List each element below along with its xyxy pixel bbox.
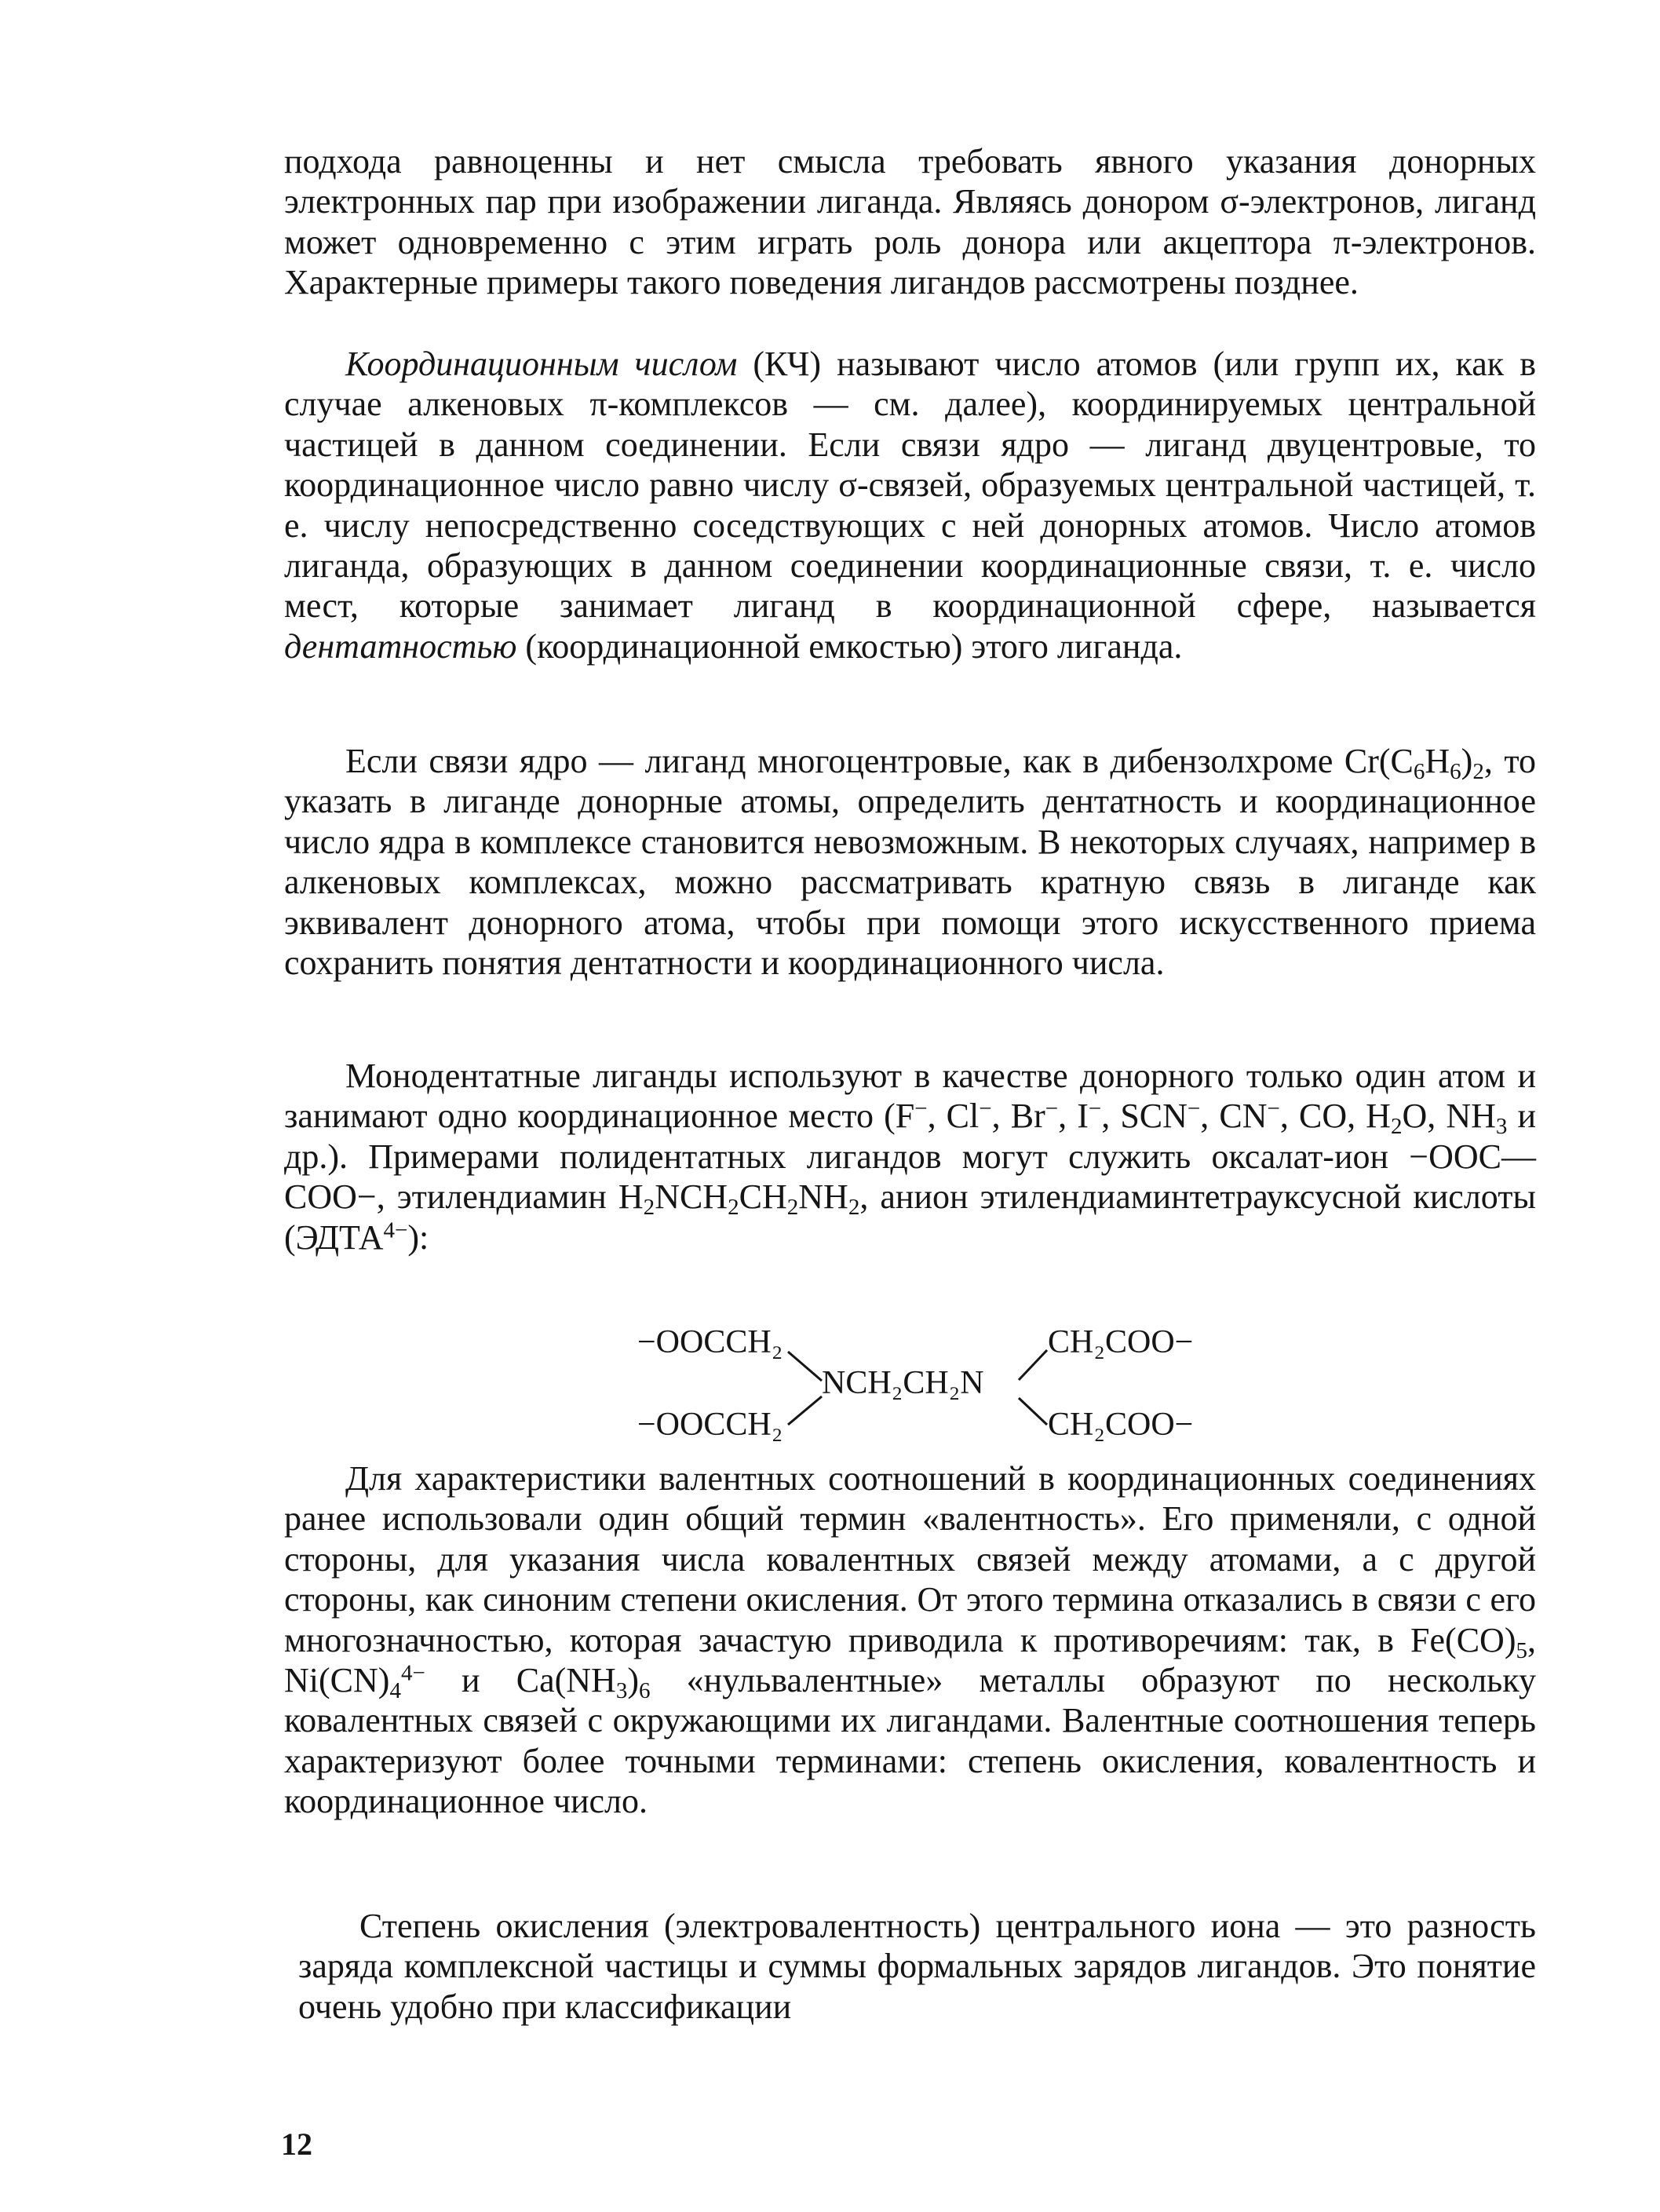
paragraph-coordination-number [284,344,1536,666]
paragraph-text: H [1425,742,1450,780]
paragraph-monodentate-ligands [284,1056,1536,1257]
paragraph-multicenter-bonds [284,741,1536,983]
subscript: 4 [389,1678,401,1704]
subscript: 2 [728,1195,739,1221]
paragraph-text: Если связи ядро — лиганд многоцентровые, как в дибензолхроме Cr(C [345,742,1414,780]
paragraph-text: , анион этилендиаминтетрауксусной кислоты (ЭДТА [284,1177,1536,1257]
paragraph-valence-relations [284,1458,1536,1822]
formula-bottom-left-group: −OOCCH₂ [637,1407,783,1443]
paragraph-text: Монодентатные лиганды используют в качестве донорного только один атом и занимают одно координационное место (F [284,1057,1536,1136]
formula-ethylenediamine-core: NCH₂CH₂N [822,1365,984,1401]
superscript: 4− [383,1217,408,1243]
formula-bottom-right-group: CH₂COO− [1048,1407,1194,1443]
term-denticity: дентатностью [284,626,517,666]
paragraph-text: CH [739,1177,787,1217]
paragraph-text: ) [627,1661,639,1700]
bond-line [788,1396,822,1425]
subscript: 2 [848,1195,860,1221]
subscript: 2 [786,1195,799,1221]
paragraph-text: подхода равноценны и нет смысла требовать явного указания донорных электронных пар при изображении лиганда. Являясь донором σ-электронов, лиганд может одновременно с этим играть роль донора или акцептора π-электронов. Характерные примеры такого поведения лигандов рассмотрены позднее. [284,142,1536,302]
superscript: − [1267,1096,1280,1122]
subscript: 2 [1472,759,1484,785]
subscript: 2 [643,1195,655,1221]
subscript: 3 [1495,1114,1508,1140]
subscript: 6 [638,1678,651,1704]
paragraph-text: O, NH [1402,1097,1496,1136]
subscript: 2 [1390,1114,1403,1140]
superscript: − [1187,1096,1201,1122]
paragraph-text: ) [1461,742,1473,780]
bond-line [788,1352,822,1381]
paragraph-text: и Ca(NH [425,1661,616,1700]
paragraph-text: , Ni(CN) [284,1620,1536,1700]
subscript: 6 [1450,759,1461,785]
bond-line [1019,1350,1047,1380]
paragraph-text: , этилендиамин H [376,1177,644,1217]
paragraph-text: Для характеристики валентных соотношений в координационных соединениях ранее использовали один общий термин «валентность». Его применяли, с одной стороны, для указания числа ковалентных связей между атомами, а с другой стороны, как синоним степени окисления. От этого термина отказались в связи с его многозначностью, которая зачастую приводила к противоречиям: так, в Fe(CO) [284,1459,1536,1659]
paragraph-text: , SCN [1101,1097,1188,1136]
paragraph-text: , CO, H [1279,1097,1391,1136]
superscript: − [1045,1096,1059,1122]
subscript: 6 [1413,759,1425,785]
paragraph-oxidation-state [298,1906,1536,2027]
paragraph-text: Степень окисления (электровалентность) центрального иона — это разность заряда комплексной частицы и суммы формальных зарядов лигандов. Это понятие очень удобно при классификации [298,1907,1536,2026]
bond-line [1019,1398,1047,1425]
paragraph-text: , Br [991,1097,1045,1136]
page-number: 12 [281,2126,312,2162]
paragraph-text: , I [1058,1097,1089,1136]
paragraph-text: , Cl [927,1097,980,1136]
paragraph-text: NCH [655,1177,728,1217]
paragraph-donor-pairs [284,141,1536,303]
superscript: 4− [400,1660,425,1686]
subscript: 5 [1516,1637,1527,1663]
formula-top-right-group: CH₂COO− [1048,1324,1194,1360]
paragraph-text: , CN [1200,1097,1268,1136]
paragraph-text: (КЧ) называют число атомов (или групп их, как в случае алкеновых π-комплексов — см. далее), координируемых центральной частицей в данном соединении. Если связи ядро — лиганд двуцентровые, то координационное число равно числу σ-связей, образуемых центральной частицей, т. е. числу непосредственно соседствующих с ней донорных атомов. Число атомов лиганда, образующих в данном соединении координационные связи, т. е. число мест, которые занимает лиганд в координационной сфере, называется [284,345,1536,626]
paragraph-text: , то указать в лиганде донорные атомы, определить дентатность и координационное число ядра в комплексе становится невозможным. В некоторых случаях, например в алкеновых комплексах, можно рассматривать кратную связь в лиганде как эквивалент донорного атома, чтобы при помощи этого искусственного приема сохранить понятия дентатности и координационного числа. [284,742,1536,983]
formula-top-left-group: −OOCCH₂ [637,1324,783,1360]
oxalate-formula: −OOC—COO− [284,1137,1536,1217]
superscript: − [979,1096,992,1122]
paragraph-text: ): [407,1217,429,1257]
subscript: 3 [615,1678,628,1704]
paragraph-text: и др.). Примерами полидентатных лигандов могут служить оксалат-ион [284,1097,1537,1176]
term-coordination-number: Координационным числом [345,345,738,383]
superscript: − [1088,1096,1102,1122]
paragraph-text: (координационной емкостью) этого лиганда. [516,626,1183,666]
paragraph-text: «нульвалентные» металлы образуют по нескольку ковалентных связей с окружающими их лигандами. Валентные соотношения теперь характеризуют более точными терминами: степень окисления, ковалентность и координационное число. [284,1661,1536,1821]
superscript: − [914,1096,928,1122]
paragraph-text: NH [798,1177,848,1217]
